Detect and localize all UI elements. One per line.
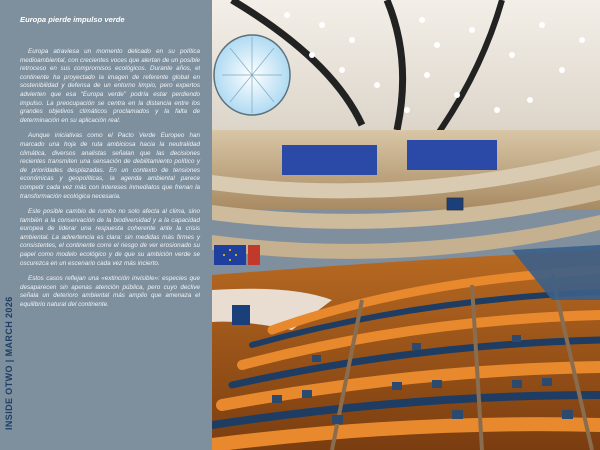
article-title: Europa pierde impulso verde <box>20 15 125 24</box>
text-column <box>0 0 212 450</box>
hemicycle-photo <box>212 0 600 450</box>
article-paragraph: Este posible cambio de rumbo no solo afecta al clima, sino también a la conservación de la biodiversidad y a la capacidad europea de liderar una respuesta coherente ante la crisis ambiental. La advertencia es clara: sin medidas más firmes y consistentes, el continente corre el riesgo de ver erosionado su papel como modelo ecológico y de que su ambición verde se oscurezca en un escenario cada vez más incierto. <box>20 208 200 267</box>
article-paragraph: Aunque iniciativas como el Pacto Verde Europeo han marcado una hoja de ruta ambiciosa hacia la neutralidad climática, diversos analistas señalan que las decisiones recientes transmiten una sensación de debilitamiento político y de prioridades desplazadas. En un contexto de tensiones económicas y geopolíticas, la agenda ambiental parece competir cada vez más con intereses inmediatos que frenan la transformación ecológica necesaria. <box>20 132 200 200</box>
publication-label: INSIDE OTWO | MARCH 2026 <box>4 296 14 430</box>
article-paragraph: Europa atraviesa un momento delicado en su política medioambiental, con crecientes voces que alertan de un posible retroceso en sus compromisos ecológicos. Durante años, el continente ha proyectado la imagen de referente global en sostenibilidad y defensa de un entorno limpio, pero expertos advierten que esa “Europa verde” podría estar perdiendo impulso. La preocupación se centra en la distancia entre los grandes objetivos climáticos proclamados y la falta de determinación en su aplicación real. <box>20 48 200 124</box>
article-paragraph: Estos casos reflejan una «extinción invisible»: especies que desaparecen sin apenas atención pública, pero cuyo declive señala un deterioro ambiental más amplio que amenaza el equilibrio natural del continente. <box>20 275 200 309</box>
article-body <box>20 48 200 317</box>
